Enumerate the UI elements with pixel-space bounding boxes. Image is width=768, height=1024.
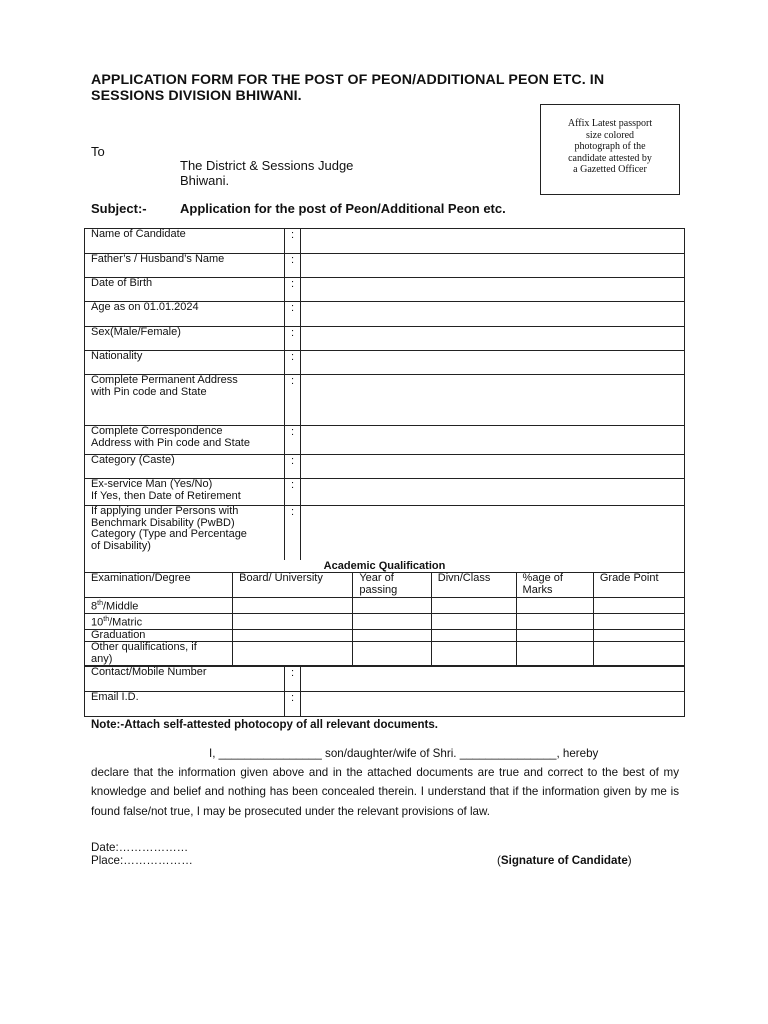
academic-qualification-heading: Academic Qualification <box>85 560 684 573</box>
contact-field-colon: : <box>284 692 301 716</box>
declaration-body: declare that the information given above and in the attached documents are true and correct to the best of my knowledge and belief and nothing has been concealed therein. I understand that if the information given by me is found false/not true, I may be prosecuted under the relevant provisions of law. <box>91 766 679 818</box>
addressee-line2: Bhiwani. <box>180 173 230 188</box>
form-field-value-field[interactable] <box>301 229 684 253</box>
form-field-value-field[interactable] <box>301 479 684 505</box>
signature-text: Signature of Candidate <box>500 854 628 867</box>
form-field-value-field[interactable] <box>301 426 684 454</box>
academic-cell-input[interactable] <box>593 629 684 642</box>
photo-box-line: candidate attested by <box>568 152 652 164</box>
form-field-value-field[interactable] <box>301 351 684 374</box>
academic-column-header: %age of Marks <box>516 573 593 597</box>
photo-box-line: size colored <box>585 129 635 141</box>
note-text: Note:-Attach self-attested photocopy of all relevant documents. <box>91 719 438 731</box>
form-field-colon: : <box>284 375 301 425</box>
form-field-value-field[interactable] <box>301 375 684 425</box>
photo-box-line: photograph of the <box>574 141 646 152</box>
academic-exam-name <box>85 629 233 642</box>
form-field-colon: : <box>284 426 301 454</box>
form-field-label: If applying under Persons with Benchmark Disability (PwBD) Category (Type and Percentage of Disability) <box>91 505 247 552</box>
form-field-value-field[interactable] <box>301 278 684 301</box>
academic-row <box>85 597 684 613</box>
contact-field-row <box>85 667 684 692</box>
form-field-value-field[interactable] <box>301 506 684 560</box>
academic-cell-input[interactable] <box>516 597 593 613</box>
form-field-label: Father’s / Husband’s Name <box>91 253 225 265</box>
academic-row <box>85 642 684 666</box>
academic-cell-input[interactable] <box>353 613 431 629</box>
form-field-colon: : <box>284 506 301 560</box>
form-title <box>91 72 691 104</box>
academic-cell-input[interactable] <box>593 613 684 629</box>
form-field-value-field[interactable] <box>301 327 684 350</box>
form-field-label: Name of Candidate <box>91 228 186 240</box>
signature-label <box>497 854 632 867</box>
form-field-colon: : <box>284 479 301 505</box>
addressee-to: To <box>91 144 105 159</box>
academic-column-header: Grade Point <box>593 573 684 597</box>
academic-exam-base: 10 <box>91 616 104 629</box>
form-field-colon: : <box>284 254 301 277</box>
academic-column-header: Examination/Degree <box>85 573 233 597</box>
form-field-row <box>85 479 684 506</box>
addressee-block <box>180 158 353 188</box>
academic-cell-input[interactable] <box>233 629 353 642</box>
form-field-colon: : <box>284 302 301 326</box>
academic-row <box>85 629 684 642</box>
form-field-row <box>85 375 684 426</box>
form-title-line1: APPLICATION FORM FOR THE POST OF PEON/ADDITIONAL PEON ETC. IN <box>91 72 605 88</box>
form-field-value-field[interactable] <box>301 302 684 326</box>
photo-box-line: Affix Latest passport <box>567 118 653 129</box>
academic-exam-base: Other qualifications, if any) <box>91 641 197 665</box>
form-field-row <box>85 506 684 560</box>
addressee-line1: The District & Sessions Judge <box>180 158 354 173</box>
academic-cell-input[interactable] <box>233 642 353 666</box>
academic-cell-input[interactable] <box>353 597 431 613</box>
date-place-block <box>91 841 193 867</box>
form-field-row <box>85 455 684 479</box>
academic-exam-sup: th <box>103 615 110 623</box>
form-field-row <box>85 229 684 254</box>
form-field-row <box>85 278 684 302</box>
academic-exam-base: Graduation <box>91 628 146 641</box>
signature-close-paren: ) <box>627 854 632 867</box>
academic-cell-input[interactable] <box>431 597 516 613</box>
form-field-label: Complete Correspondence Address with Pin code and State <box>91 425 250 449</box>
subject-text: Application for the post of Peon/Additional Peon etc. <box>180 201 506 216</box>
form-field-colon: : <box>284 351 301 374</box>
academic-cell-input[interactable] <box>353 629 431 642</box>
academic-cell-input[interactable] <box>516 613 593 629</box>
academic-qualification-table <box>85 573 684 666</box>
form-field-row <box>85 302 684 327</box>
contact-field-label: Email I.D. <box>91 691 139 704</box>
form-field-colon: : <box>284 278 301 301</box>
form-field-row <box>85 327 684 351</box>
contact-field-label: Contact/Mobile Number <box>91 666 207 679</box>
academic-exam-base: 8 <box>91 600 98 613</box>
academic-cell-input[interactable] <box>431 629 516 642</box>
academic-cell-input[interactable] <box>431 642 516 666</box>
form-field-row <box>85 254 684 278</box>
academic-exam-rest: /Matric <box>109 616 143 629</box>
academic-cell-input[interactable] <box>516 629 593 642</box>
academic-cell-input[interactable] <box>593 597 684 613</box>
contact-field-value-field[interactable] <box>301 692 684 716</box>
form-field-label: Category (Caste) <box>91 454 175 466</box>
academic-cell-input[interactable] <box>431 613 516 629</box>
form-title-line2: SESSIONS DIVISION BHIWANI. <box>91 88 302 104</box>
contact-field-row <box>85 692 684 716</box>
academic-cell-input[interactable] <box>516 642 593 666</box>
contact-field-value-field[interactable] <box>301 667 684 691</box>
academic-exam-name <box>85 597 233 613</box>
form-field-colon: : <box>284 455 301 478</box>
academic-cell-input[interactable] <box>233 613 353 629</box>
form-field-value-field[interactable] <box>301 254 684 277</box>
academic-row <box>85 613 684 629</box>
form-field-label: Ex-service Man (Yes/No) If Yes, then Date of Retirement <box>91 478 241 502</box>
form-field-colon: : <box>284 327 301 350</box>
academic-exam-name <box>85 613 233 629</box>
declaration-text <box>91 744 679 821</box>
academic-exam-rest: /Middle <box>102 600 139 613</box>
form-field-value-field[interactable] <box>301 455 684 478</box>
subject-label: Subject:- <box>91 201 147 216</box>
form-field-label: Sex(Male/Female) <box>91 326 181 338</box>
form-field-row <box>85 351 684 375</box>
academic-column-header: Divn/Class <box>431 573 516 597</box>
photo-box-line: a Gazetted Officer <box>573 164 647 175</box>
academic-cell-input[interactable] <box>353 642 431 666</box>
academic-cell-input[interactable] <box>233 597 353 613</box>
academic-column-header: Year of passing <box>353 573 431 597</box>
date-label: Date:……………… <box>91 841 189 854</box>
academic-exam-sup: th <box>97 599 103 607</box>
academic-column-header: Board/ University <box>233 573 353 597</box>
form-field-label: Nationality <box>91 350 143 362</box>
academic-cell-input[interactable] <box>593 642 684 666</box>
form-field-colon: : <box>284 229 301 253</box>
academic-exam-name <box>85 642 233 666</box>
form-field-label: Age as on 01.01.2024 <box>91 301 199 313</box>
place-label: Place:……………… <box>91 854 193 867</box>
academic-header-row <box>85 573 684 597</box>
declaration-first-line: I, ________________ son/daughter/wife of Shri. _______________, hereby <box>209 747 599 760</box>
photo-box <box>540 104 680 195</box>
form-field-label: Date of Birth <box>91 277 153 289</box>
contact-field-colon: : <box>284 667 301 691</box>
form-field-label: Complete Permanent Address with Pin code and State <box>91 374 238 398</box>
signature-open-paren: ( <box>497 854 501 867</box>
form-field-row <box>85 426 684 455</box>
application-form-table <box>84 228 685 717</box>
